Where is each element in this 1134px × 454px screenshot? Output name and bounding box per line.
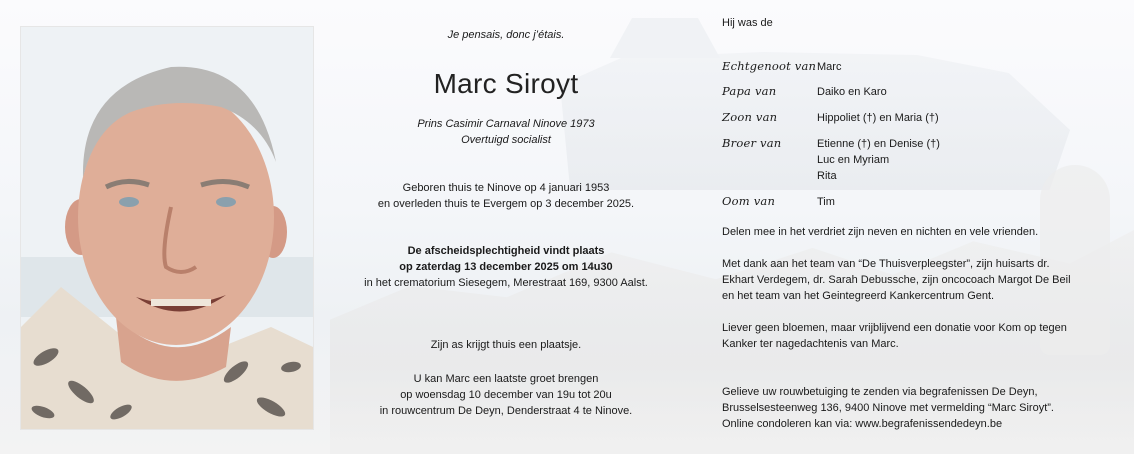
quote: Je pensais, donc j’étais. [447,29,565,41]
relation-line: Luc en Myriam [817,154,890,166]
visit-line: op woensdag 10 december van 19u tot 20u [400,389,612,401]
relation-label: Echtgenoot van [722,59,817,73]
paragraph-line: Gelieve uw rouwbetuiging te zenden via begrafenissen De Deyn, [722,386,1038,398]
share-grief-paragraph: Delen mee in het verdriet zijn neven en nichten en vele vrienden. [722,226,1039,238]
birth-line: Geboren thuis te Ninove op 4 januari 1953 [402,182,610,194]
paragraph-line: Met dank aan het team van “De Thuisverpleegster”, zijn huisarts dr. [722,258,1050,270]
relation-value [817,194,835,210]
visitation-info [330,371,682,419]
paragraph-line: Liever geen bloemen, maar vrijblijvend een donatie voor Kom op tegen [722,322,1067,334]
relation-line: Daiko en Karo [817,86,887,98]
death-line: en overleden thuis te Evergem op 3 december 2025. [377,198,635,210]
visit-line: in rouwcentrum De Deyn, Denderstraat 4 te Ninove. [379,405,633,417]
titles [330,116,682,148]
paragraph-line: Brusselsesteenweg 136, 9400 Ninove met vermelding “Marc Siroyt”. [722,402,1054,414]
condolences-paragraph [722,384,1122,432]
thanks-paragraph [722,256,1122,304]
title-line: Prins Casimir Carnaval Ninove 1973 [417,118,595,130]
deceased-name: Marc Siroyt [433,68,579,99]
family-intro: Hij was de [722,17,773,29]
ceremony-heading: De afscheidsplechtigheid vindt plaats [407,245,605,257]
relation-value [817,136,940,184]
portrait-photo [20,26,314,430]
relation-label: Papa van [722,84,777,98]
relation-line: Rita [817,170,837,182]
relation-value [817,59,841,75]
paragraph-line: en het team van het Geintegreerd Kankercentrum Gent. [722,290,995,302]
visit-line: U kan Marc een laatste groet brengen [413,373,599,385]
portrait-illustration [21,27,313,429]
condolences-website-line: Online condoleren kan via: www.begrafenissendedeyn.be [722,418,1003,430]
relation-line: Etienne (†) en Denise (†) [817,138,940,150]
relation-line: Marc [817,61,842,73]
relation-value [817,110,939,126]
title-line: Overtuigd socialist [461,134,551,146]
paragraph-line: Kanker ter nagedachtenis van Marc. [722,338,899,350]
relation-label: Oom van [722,194,776,208]
ceremony-place: in het crematorium Siesegem, Merestraat 169, 9300 Aalst. [364,277,648,289]
ceremony-date: op zaterdag 13 december 2025 om 14u30 [399,261,613,273]
relation-line: Tim [817,196,835,208]
birth-death-info [330,180,682,212]
flowers-paragraph [722,320,1122,352]
ashes-note: Zijn as krijgt thuis een plaatsje. [430,339,582,351]
ceremony-info [330,243,682,291]
relation-label: Broer van [722,136,782,150]
paragraph-line: Ekhart Verdegem, dr. Sarah Debussche, zijn oncocoach Margot De Beil [722,274,1071,286]
relation-line: Hippoliet (†) en Maria (†) [817,112,939,124]
relation-label: Zoon van [722,110,778,124]
relation-value [817,84,887,100]
